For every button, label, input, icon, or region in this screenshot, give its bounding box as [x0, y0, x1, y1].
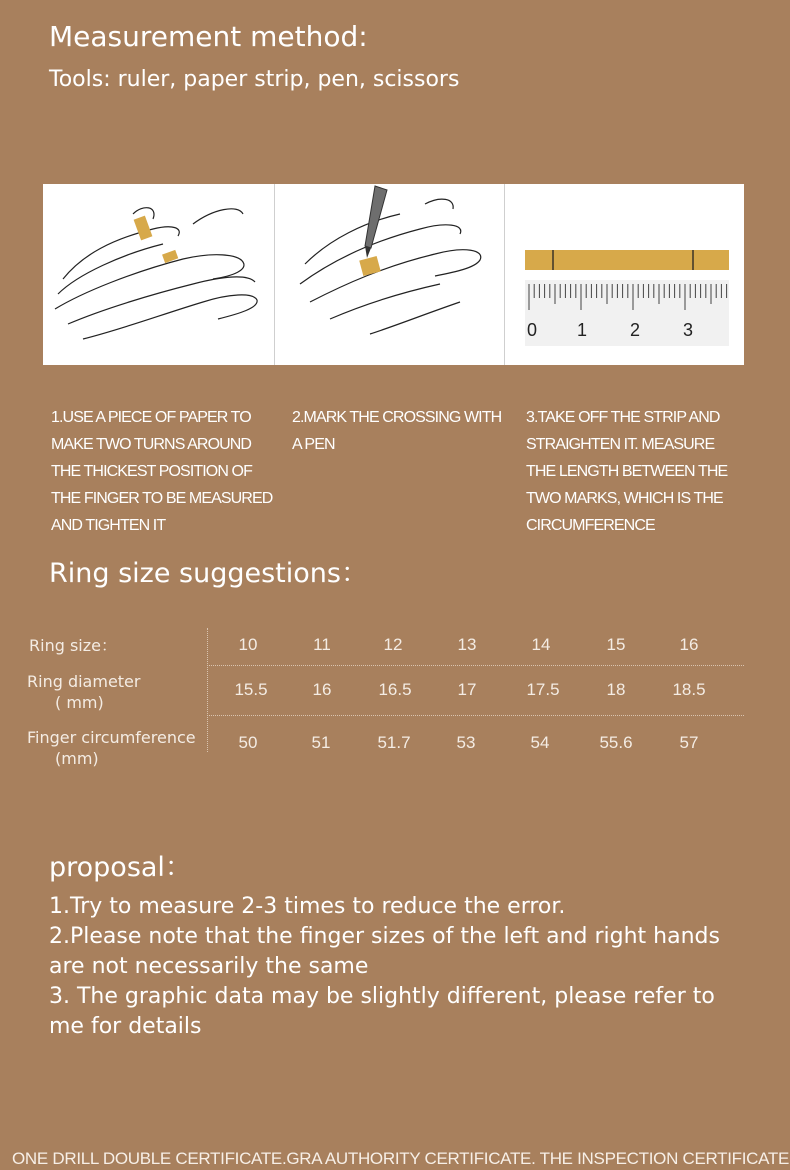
table-divider-vertical	[207, 628, 208, 752]
table-cell: 16	[312, 680, 332, 699]
step-1-text	[51, 404, 272, 539]
footer-text: ONE DRILL DOUBLE CERTIFICATE.GRA AUTHORITY CERTIFICATE. THE INSPECTION CERTIFICATE	[12, 1149, 790, 1168]
table-cell: 51	[311, 733, 331, 752]
page-title: Measurement method:	[49, 20, 368, 53]
table-cell: 16	[679, 635, 699, 654]
table-cell: 57	[679, 733, 699, 752]
step-line: CIRCUMFERENCE	[526, 517, 655, 534]
table-cell: 50	[238, 733, 258, 752]
step-line: THE THICKEST POSITION OF	[51, 463, 252, 480]
table-cell: 54	[530, 733, 550, 752]
step-line: A PEN	[292, 436, 335, 453]
step-line: STRAIGHTEN IT. MEASURE	[526, 436, 715, 453]
proposal-item: me for details	[49, 1014, 202, 1039]
illustration-mark-pen	[274, 184, 503, 365]
table-cell: 17	[457, 680, 477, 699]
step-line: 3.TAKE OFF THE STRIP AND	[526, 409, 720, 426]
row-label-finger-circumference-unit: (mm)	[55, 749, 99, 768]
ruler-number-1: 1	[577, 320, 588, 340]
step-line: TWO MARKS, WHICH IS THE	[526, 490, 723, 507]
table-cell: 18	[606, 680, 626, 699]
row-label-ring-diameter-unit: ( mm)	[55, 693, 104, 712]
ruler	[525, 280, 729, 346]
step-2-text	[292, 404, 501, 458]
paper-strip-1	[134, 216, 153, 241]
step-line: MAKE TWO TURNS AROUND	[51, 436, 252, 453]
ring-size-title: Ring size suggestions：	[49, 558, 368, 589]
table-cell: 53	[456, 733, 476, 752]
straight-strip	[525, 250, 729, 270]
step-3-text	[526, 404, 727, 539]
proposal-item: 1.Try to measure 2-3 times to reduce the error.	[49, 894, 566, 919]
table-cell: 13	[457, 635, 477, 654]
table-cell: 14	[531, 635, 551, 654]
proposal-item: are not necessarily the same	[49, 954, 369, 979]
proposal-item: 2.Please note that the finger sizes of the left and right hands	[49, 924, 720, 949]
row-label-ring-size: Ring size：	[29, 636, 117, 655]
table-cell: 51.7	[377, 733, 411, 752]
table-cell: 55.6	[599, 733, 633, 752]
ruler-number-2: 2	[630, 320, 641, 340]
step-line: THE FINGER TO BE MEASURED	[51, 490, 273, 507]
step-line: 1.USE A PIECE OF PAPER TO	[51, 409, 251, 426]
pen-tip-icon	[365, 246, 371, 258]
proposal-item: 3. The graphic data may be slightly different, please refer to	[49, 984, 715, 1009]
table-divider-1	[207, 665, 744, 666]
proposal-list	[49, 892, 769, 1042]
table-cell: 10	[238, 635, 258, 654]
table-cell: 12	[383, 635, 403, 654]
table-cell: 15.5	[234, 680, 268, 699]
illustration-wrap-finger	[43, 184, 272, 365]
ruler-number-3: 3	[683, 320, 694, 340]
table-cell: 16.5	[378, 680, 412, 699]
step-line: AND TIGHTEN IT	[51, 517, 166, 534]
proposal-title: proposal：	[49, 852, 192, 883]
step-line: THE LENGTH BETWEEN THE	[526, 463, 728, 480]
table-cell: 18.5	[672, 680, 706, 699]
illustration-ruler	[504, 184, 744, 365]
row-label-finger-circumference: Finger circumference	[27, 728, 196, 747]
table-cell: 17.5	[526, 680, 560, 699]
table-divider-2	[207, 715, 744, 716]
illustration-row	[43, 184, 743, 365]
pen-mark-illustration	[275, 184, 503, 365]
table-cell: 11	[313, 635, 331, 654]
table-cell: 15	[606, 635, 626, 654]
step-line: 2.MARK THE CROSSING WITH	[292, 409, 502, 426]
pen-icon	[365, 186, 387, 248]
tools-line: Tools: ruler, paper strip, pen, scissors	[49, 67, 460, 92]
row-label-ring-diameter: Ring diameter	[27, 672, 141, 691]
ruler-number-0: 0	[527, 320, 538, 340]
paper-strip-3	[359, 256, 381, 276]
hand-wrap-illustration	[43, 184, 272, 365]
ruler-illustration	[505, 184, 744, 365]
